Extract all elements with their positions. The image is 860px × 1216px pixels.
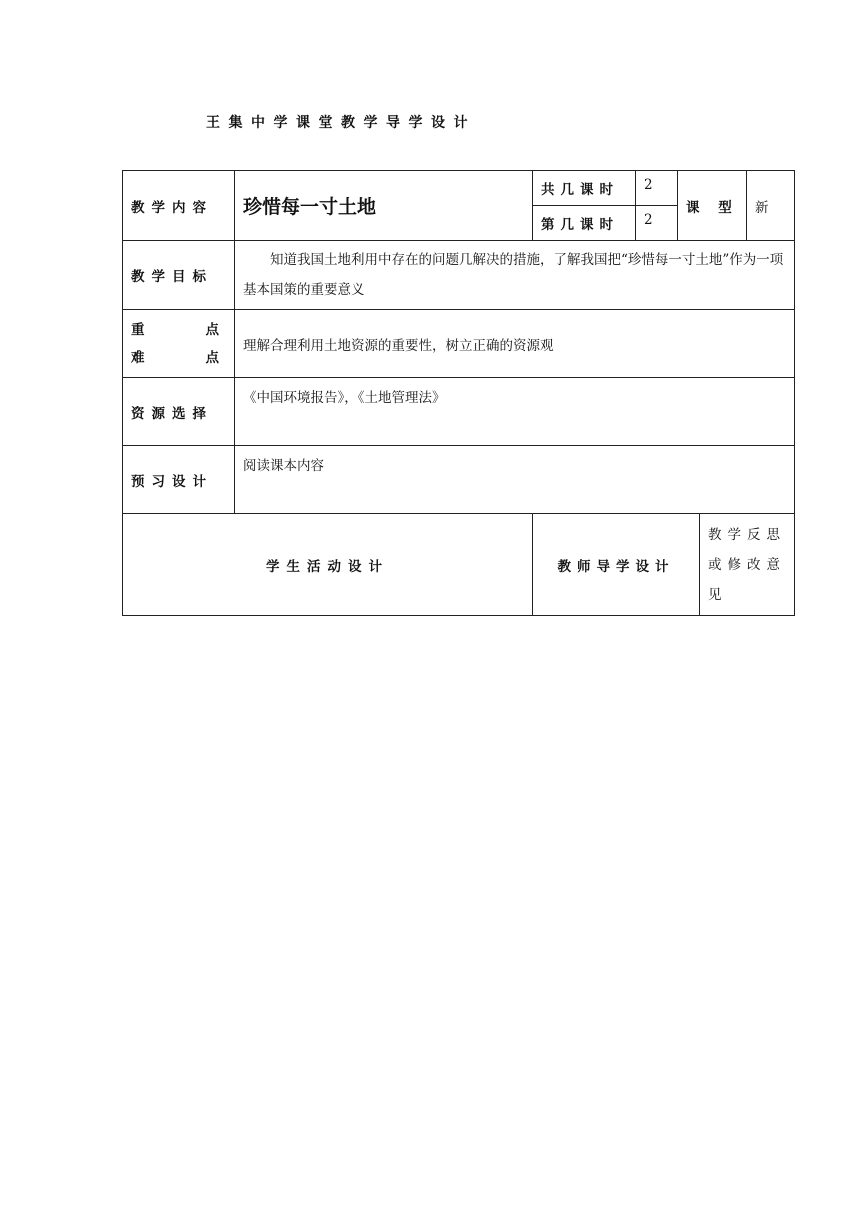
key-value-cell	[235, 310, 795, 378]
content-label-cell	[123, 171, 235, 241]
table-row-preview	[123, 446, 795, 514]
lesson-type-label: 课 型	[686, 199, 739, 216]
current-hour-value-cell	[636, 206, 678, 241]
goal-label: 教学目标	[131, 269, 213, 285]
preview-label-cell	[123, 446, 235, 514]
reflection-cell	[700, 514, 795, 616]
key-label-2a: 难	[131, 349, 152, 366]
goal-value-cell	[235, 241, 795, 310]
goal-label-cell	[123, 241, 235, 310]
total-hours-label: 共几课时	[541, 182, 620, 198]
preview-value-cell	[235, 446, 795, 514]
current-hour-label: 第几课时	[541, 217, 620, 233]
key-label-1a: 重	[131, 321, 152, 338]
key-label-2b: 点	[205, 349, 226, 366]
goal-value: 知道我国土地利用中存在的问题几解决的措施，了解我国把“珍惜每一寸土地”作为一项基本国策的重要意义	[243, 252, 784, 298]
table-row-content-1	[123, 171, 795, 206]
table-row-resources	[123, 378, 795, 446]
student-activity-cell	[123, 514, 533, 616]
table-row-goal	[123, 241, 795, 310]
resource-value-cell	[235, 378, 795, 446]
reflection-label: 教学反思或修改意见	[708, 526, 787, 603]
table-row-activities	[123, 514, 795, 616]
lesson-type-label-cell	[678, 171, 747, 241]
lesson-type-value: 新	[755, 199, 769, 216]
resource-label: 资源选择	[131, 405, 213, 422]
key-value: 理解合理利用土地资源的重要性，树立正确的资源观	[243, 337, 554, 354]
content-value-cell	[235, 171, 533, 241]
teacher-guide-cell	[533, 514, 700, 616]
student-activity-label: 学生活动设计	[266, 558, 389, 575]
content-label: 教学内容	[131, 199, 213, 216]
current-hour-label-cell	[533, 206, 636, 241]
key-label-line-1	[131, 316, 226, 344]
key-label-line-2	[131, 344, 226, 372]
resource-value: 《中国环境报告》，《土地管理法》	[243, 390, 446, 406]
lesson-type-value-cell	[747, 171, 795, 241]
preview-label: 预习设计	[131, 473, 213, 490]
key-label-cell	[123, 310, 235, 378]
resource-label-cell	[123, 378, 235, 446]
total-hours-label-cell	[533, 171, 636, 206]
document-title: 王集中学课堂教学导学设计	[206, 115, 476, 131]
preview-value: 阅读课本内容	[243, 458, 324, 474]
total-hours-value-cell	[636, 171, 678, 206]
teacher-guide-label: 教师导学设计	[557, 558, 675, 575]
lesson-plan-table	[122, 170, 795, 616]
total-hours-value: 2	[644, 177, 653, 193]
lesson-title: 珍惜每一寸土地	[243, 196, 377, 218]
table-row-key-points	[123, 310, 795, 378]
key-label-1b: 点	[205, 321, 226, 338]
current-hour-value: 2	[644, 212, 653, 228]
